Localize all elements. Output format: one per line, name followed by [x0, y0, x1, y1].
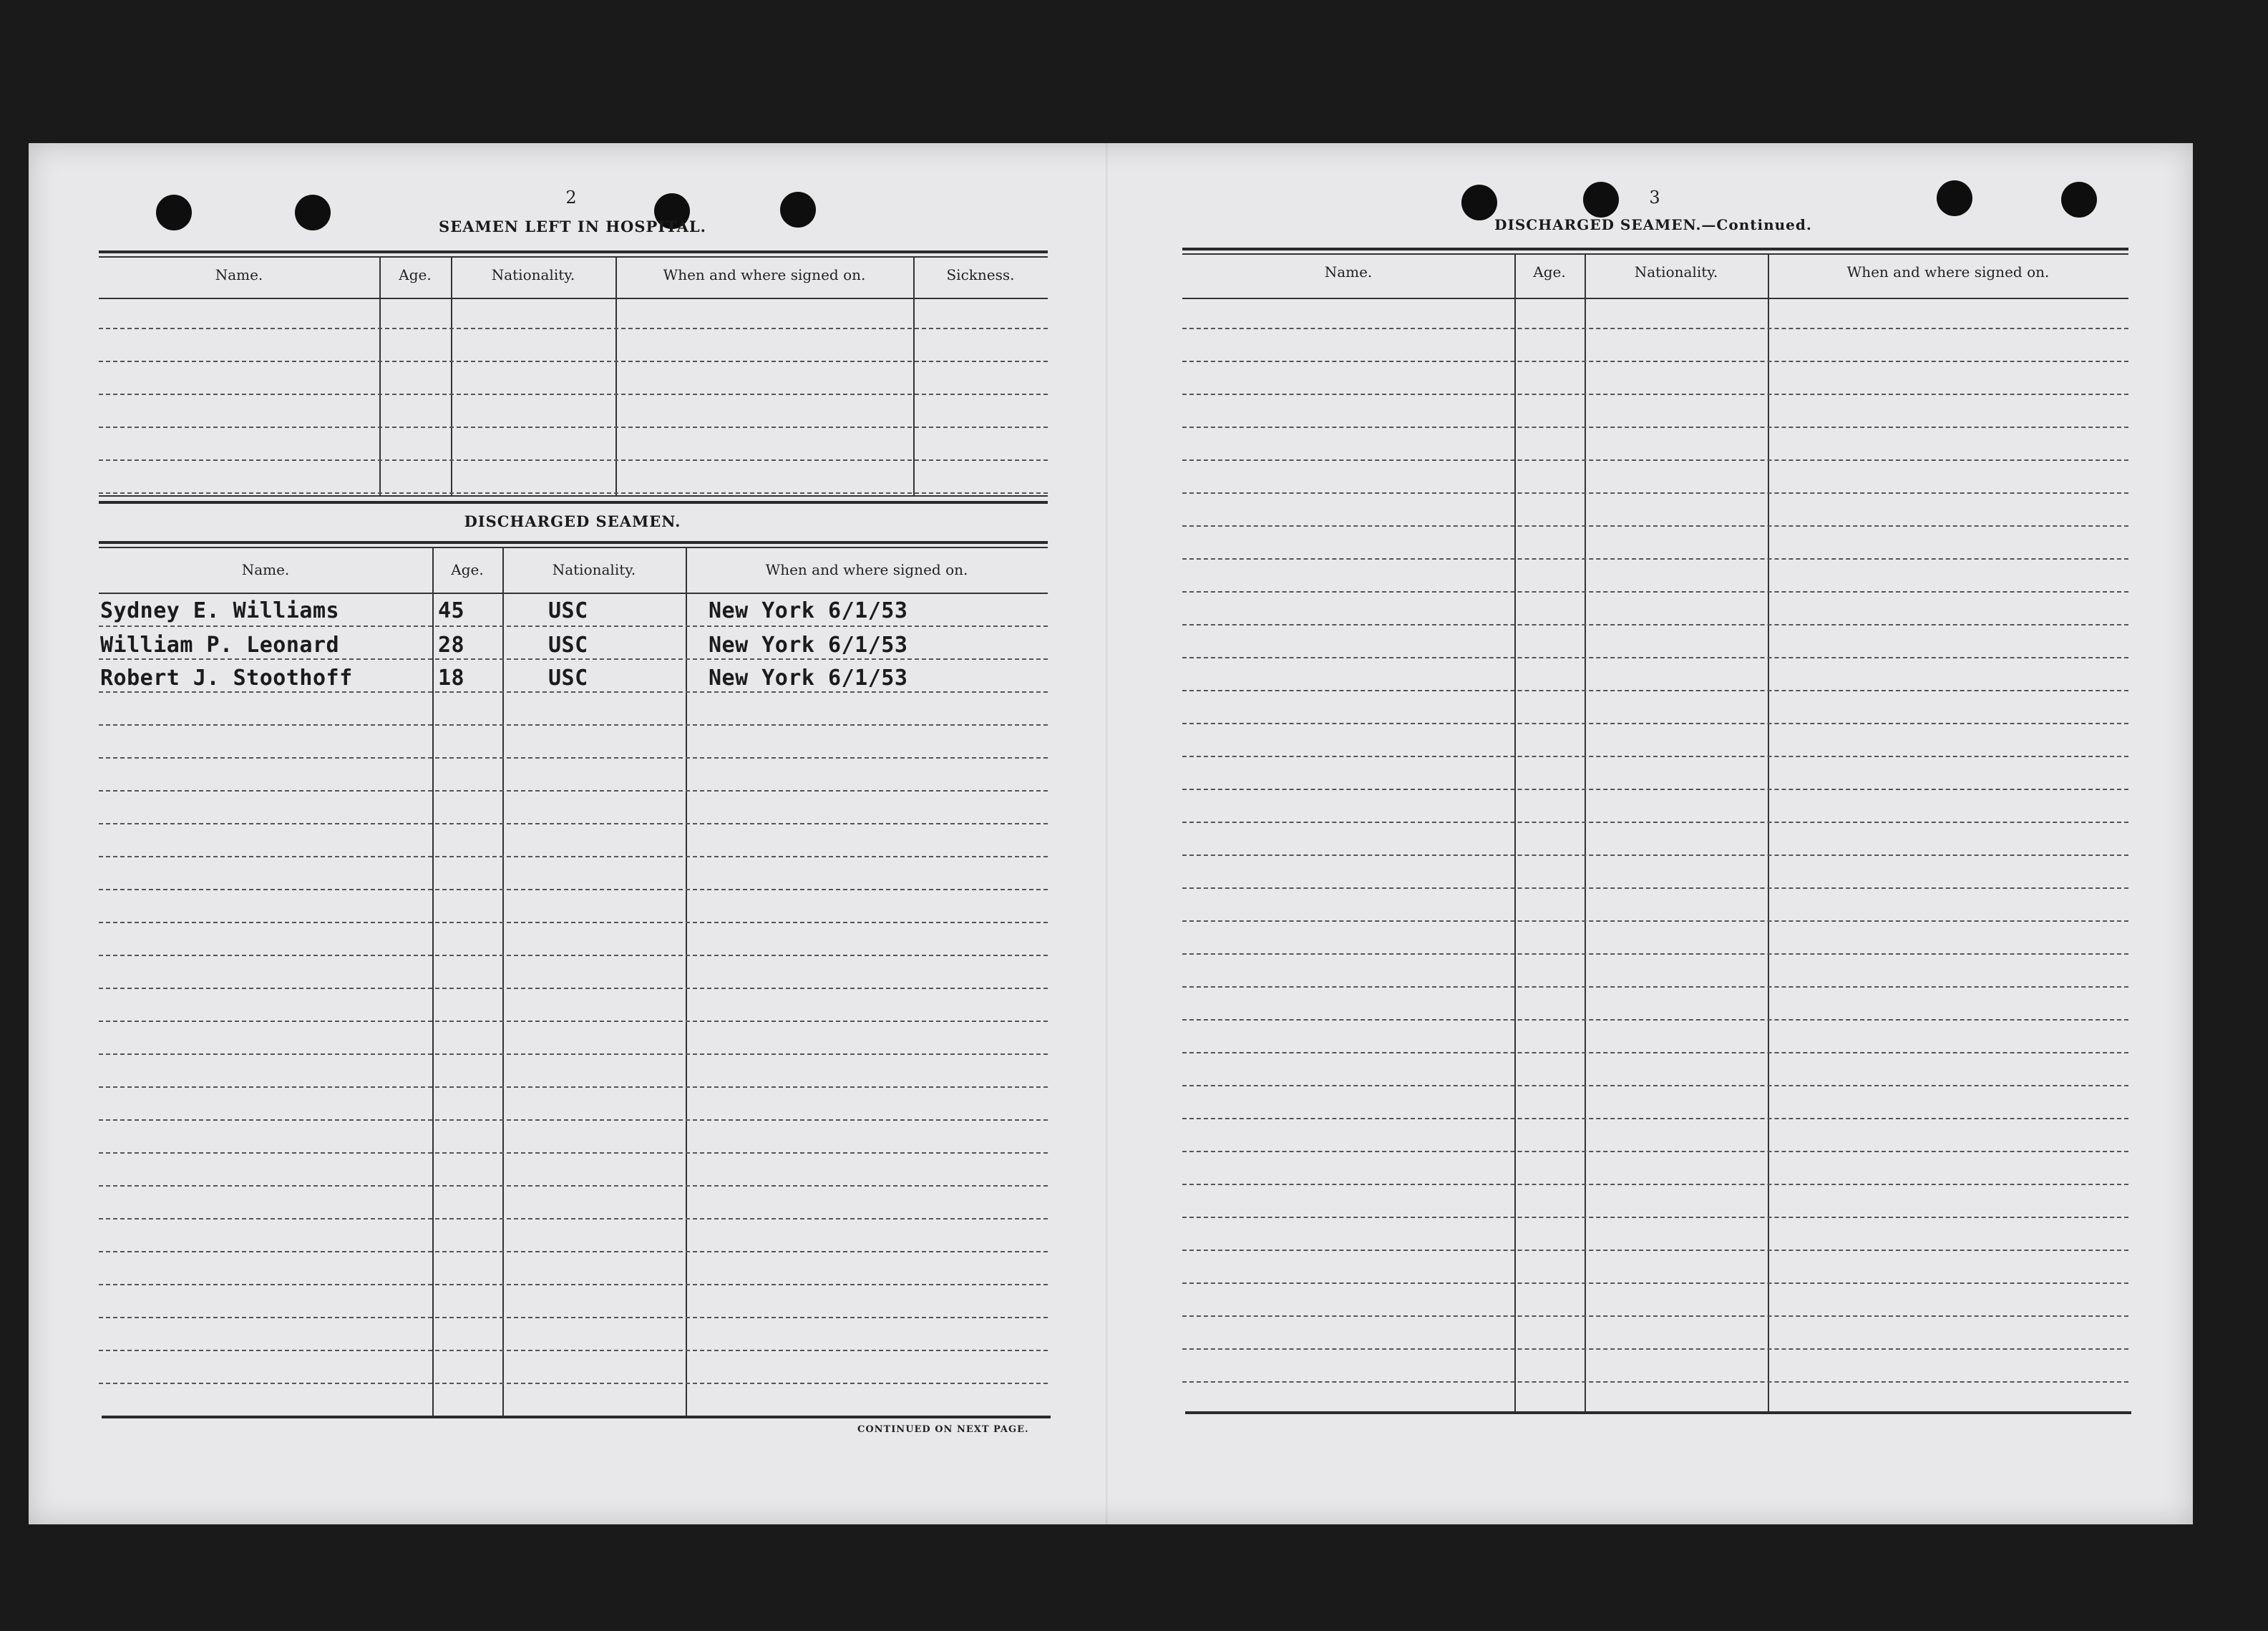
page-number-left: 2: [565, 188, 577, 208]
right-top-rule-2: [1182, 253, 2128, 255]
punch-hole: [1583, 182, 1619, 218]
ruled-line: [99, 922, 1048, 923]
ruled-line: [1182, 855, 2128, 856]
ruled-line: [1182, 789, 2128, 790]
ruled-line: [1182, 1250, 2128, 1251]
discharged-section-title: DISCHARGED SEAMEN.: [464, 512, 681, 530]
ruled-line: [1182, 394, 2128, 395]
ruled-line: [99, 856, 1048, 857]
hospital-header-rule: [99, 298, 1048, 299]
seaman-age: 28: [438, 633, 465, 658]
ruled-line: [99, 988, 1048, 989]
ruled-line: [1182, 328, 2128, 329]
ruled-line: [1182, 624, 2128, 625]
right-col-age: Age.: [1533, 263, 1566, 281]
ruled-line: [99, 1021, 1048, 1022]
seaman-nationality: USC: [548, 633, 588, 658]
ruled-line: [1182, 1381, 2128, 1383]
ruled-line: [99, 459, 1048, 461]
discharged-col-age: Age.: [451, 561, 484, 578]
discharged-col-name: Name.: [241, 561, 290, 578]
ruled-line: [99, 1152, 1048, 1154]
discharged-col-divider: [502, 547, 504, 1417]
ruled-line: [1182, 1217, 2128, 1218]
ruled-line: [99, 625, 1048, 627]
hospital-col-name: Name.: [215, 266, 263, 283]
ruled-line: [99, 1185, 1048, 1187]
right-top-rule: [1182, 248, 2128, 250]
ruled-line: [99, 658, 1048, 660]
right-header-rule: [1182, 298, 2128, 299]
seaman-name: Sydney E. Williams: [100, 598, 340, 623]
punch-hole: [1461, 185, 1497, 220]
ruled-line: [99, 955, 1048, 956]
seaman-signed-on: New York 6/1/53: [709, 598, 908, 623]
ruled-line: [99, 1119, 1048, 1121]
page-fold: [1106, 143, 1108, 1524]
ruled-line: [99, 1053, 1048, 1055]
right-section-title: DISCHARGED SEAMEN.—Continued.: [1494, 216, 1812, 233]
ruled-line: [1182, 558, 2128, 560]
ruled-line: [99, 889, 1048, 890]
punch-hole: [295, 195, 331, 230]
ruled-line: [1182, 887, 2128, 889]
hospital-top-rule: [99, 250, 1048, 253]
punch-hole: [2061, 182, 2097, 218]
seaman-name: Robert J. Stoothoff: [100, 666, 353, 691]
ruled-line: [1182, 953, 2128, 955]
ruled-line: [1182, 1052, 2128, 1053]
seaman-signed-on: New York 6/1/53: [709, 633, 908, 658]
ruled-line: [1182, 1184, 2128, 1185]
ruled-line: [1182, 492, 2128, 494]
ruled-line: [1182, 1348, 2128, 1350]
discharged-top-rule: [99, 541, 1048, 544]
hospital-top-rule-2: [99, 256, 1048, 258]
hospital-col-age: Age.: [399, 266, 432, 283]
seaman-age: 45: [438, 598, 465, 623]
page-number-right: 3: [1649, 188, 1660, 208]
ruled-line: [1182, 1315, 2128, 1317]
ruled-line: [99, 1350, 1048, 1351]
ruled-line: [1182, 1151, 2128, 1152]
ruled-line: [1182, 822, 2128, 823]
hospital-col-signed-on: When and where signed on.: [663, 266, 866, 283]
ruled-line: [99, 1251, 1048, 1252]
ruled-line: [1182, 920, 2128, 922]
ruled-line: [1182, 1282, 2128, 1284]
ruled-line: [99, 757, 1048, 759]
right-col-nationality: Nationality.: [1634, 263, 1718, 281]
ruled-line: [1182, 361, 2128, 362]
ruled-line: [99, 790, 1048, 792]
punch-hole: [1937, 180, 1972, 216]
ruled-line: [99, 823, 1048, 824]
ruled-line: [99, 394, 1048, 395]
right-bottom-rule: [1185, 1411, 2131, 1414]
ruled-line: [99, 1086, 1048, 1088]
hospital-col-nationality: Nationality.: [491, 266, 575, 283]
ruled-line: [99, 691, 1048, 693]
seaman-age: 18: [438, 666, 465, 691]
hospital-bottom-rule: [99, 495, 1048, 497]
right-col-name: Name.: [1324, 263, 1373, 281]
right-col-signed-on: When and where signed on.: [1846, 263, 2050, 281]
ruled-line: [99, 361, 1048, 362]
ruled-line: [1182, 427, 2128, 428]
ruled-line: [99, 328, 1048, 329]
ruled-line: [99, 492, 1048, 494]
punch-hole: [156, 195, 192, 230]
hospital-bottom-rule-2: [99, 501, 1048, 504]
discharged-col-divider: [432, 547, 434, 1417]
ruled-line: [1182, 459, 2128, 461]
ruled-line: [1182, 690, 2128, 691]
ruled-line: [99, 1317, 1048, 1318]
hospital-section-title: SEAMEN LEFT IN HOSPITAL.: [439, 218, 706, 235]
ruled-line: [1182, 723, 2128, 724]
seaman-nationality: USC: [548, 666, 588, 691]
ruled-line: [99, 1218, 1048, 1219]
discharged-top-rule-2: [99, 547, 1048, 548]
ruled-line: [1182, 1118, 2128, 1119]
discharged-col-nationality: Nationality.: [552, 561, 636, 578]
ruled-line: [1182, 986, 2128, 988]
hospital-col-sickness: Sickness.: [946, 266, 1015, 283]
ruled-line: [99, 724, 1048, 726]
ruled-line: [1182, 1019, 2128, 1021]
continued-note: CONTINUED ON NEXT PAGE.: [857, 1424, 1029, 1435]
punch-hole: [780, 192, 816, 228]
discharged-col-signed-on: When and where signed on.: [765, 561, 968, 578]
discharged-bottom-rule: [102, 1416, 1051, 1418]
ruled-line: [99, 1284, 1048, 1285]
seaman-name: William P. Leonard: [100, 633, 340, 658]
discharged-col-divider: [686, 547, 687, 1417]
seaman-signed-on: New York 6/1/53: [709, 666, 908, 691]
ruled-line: [1182, 756, 2128, 757]
ruled-line: [99, 427, 1048, 428]
seaman-nationality: USC: [548, 598, 588, 623]
ruled-line: [99, 1383, 1048, 1384]
ruled-line: [1182, 525, 2128, 527]
ruled-line: [1182, 1085, 2128, 1086]
discharged-header-rule: [99, 593, 1048, 594]
ruled-line: [1182, 657, 2128, 658]
ruled-line: [1182, 591, 2128, 593]
